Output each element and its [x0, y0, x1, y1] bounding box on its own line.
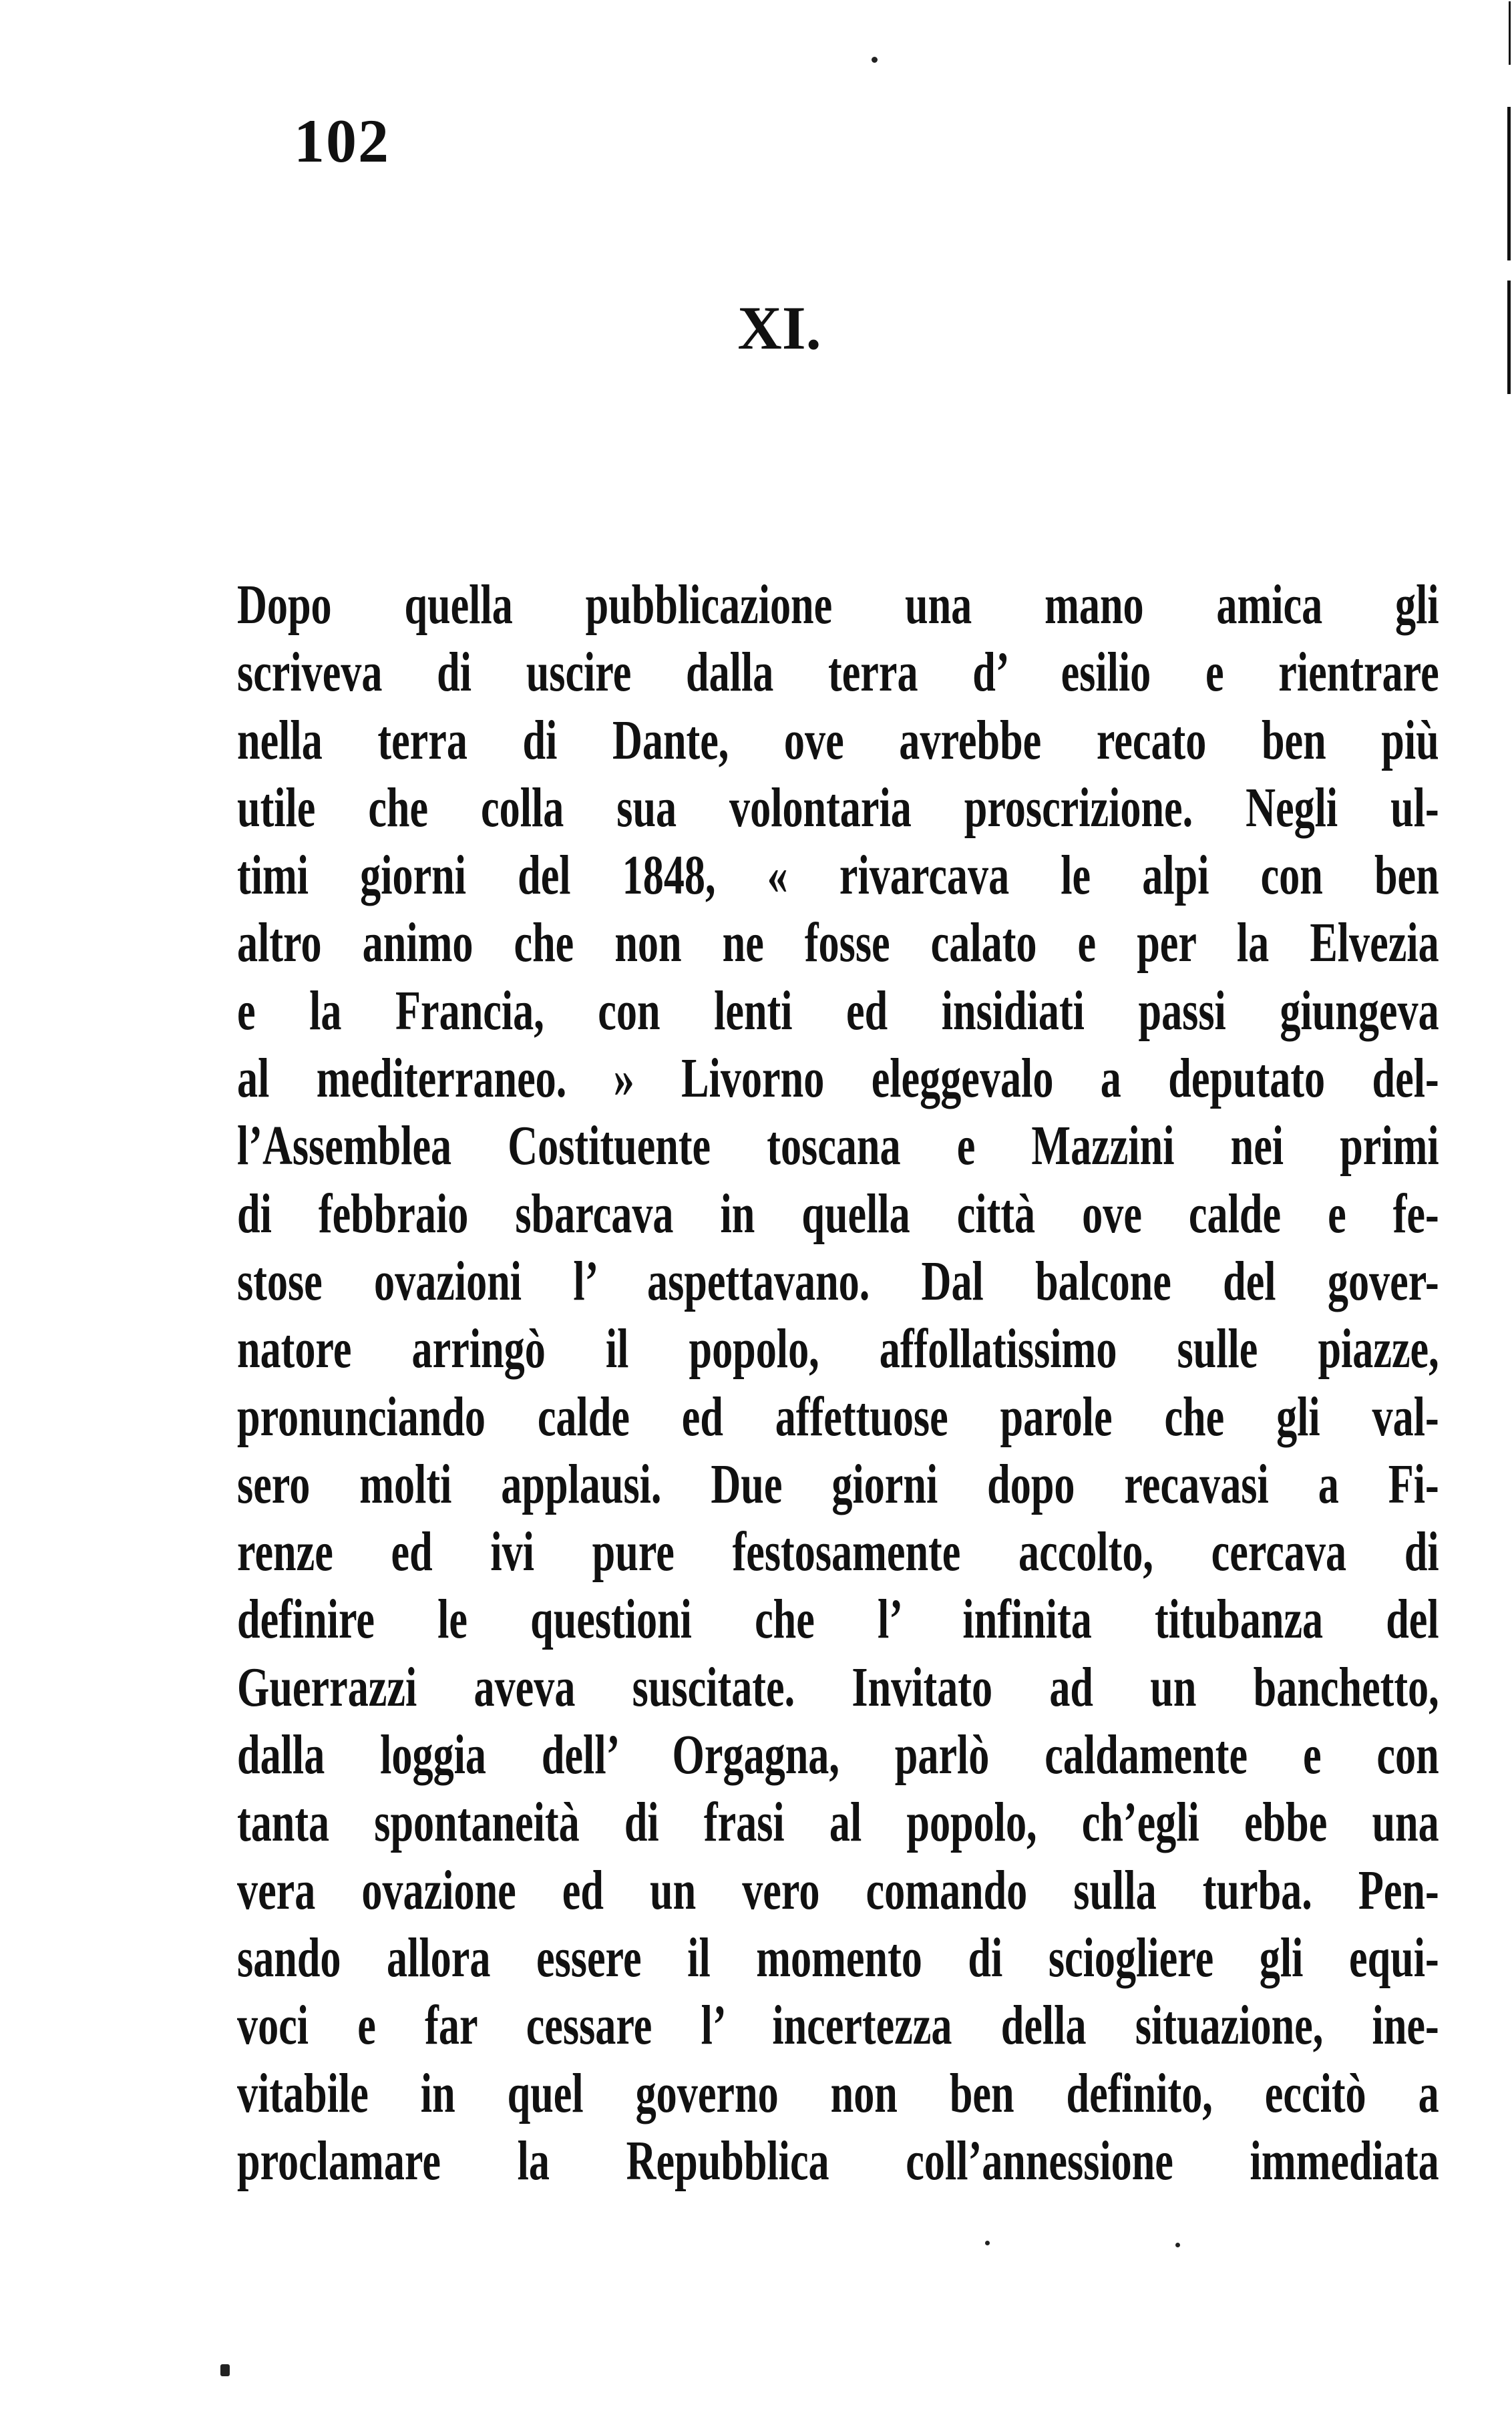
chapter-heading: XI.	[737, 294, 821, 362]
text-line: tanta spontaneità di frasi al popolo, ch’egli ebbe una	[237, 1791, 1439, 1854]
scan-edge-mark	[1507, 107, 1511, 260]
text-line: sando allora essere il momento di sciogliere gli equi-	[237, 1926, 1439, 1989]
text-line: nella terra di Dante, ove avrebbe recato ben più	[237, 709, 1439, 771]
scan-edge-mark	[1509, 1, 1511, 65]
text-line: scriveva di uscire dalla terra d’ esilio e rientrare	[237, 641, 1439, 704]
scan-edge-mark	[1507, 281, 1511, 394]
body-text	[237, 571, 1439, 2195]
text-line: dalla loggia dell’ Orgagna, parlò caldamente e con	[237, 1724, 1439, 1787]
scan-speck	[872, 57, 878, 63]
text-line: utile che colla sua volontaria proscrizione. Negli ul-	[237, 776, 1439, 839]
text-line: natore arringò il popolo, affollatissimo sulle piazze,	[237, 1318, 1439, 1380]
text-line: di febbraio sbarcava in quella città ove calde e fe-	[237, 1182, 1439, 1245]
text-line: l’Assemblea Costituente toscana e Mazzini nei primi	[237, 1115, 1439, 1177]
text-line: renze ed ivi pure festosamente accolto, cercava di	[237, 1521, 1439, 1584]
page-number: 102	[294, 107, 390, 175]
text-line: vitabile in quel governo non ben definito, eccitò a	[237, 2062, 1439, 2124]
text-line: proclamare la Repubblica coll’annessione immediata	[237, 2129, 1439, 2192]
text-line: stose ovazioni l’ aspettavano. Dal balcone del gover-	[237, 1250, 1439, 1312]
text-line: al mediterraneo. » Livorno eleggevalo a deputato del-	[237, 1047, 1439, 1110]
text-line: Dopo quella pubblicazione una mano amica gli	[237, 574, 1439, 636]
text-line: e la Francia, con lenti ed insidiati passi giungeva	[237, 979, 1439, 1042]
text-line: Guerrazzi aveva suscitate. Invitato ad un banchetto,	[237, 1656, 1439, 1718]
text-line: definire le questioni che l’ infinita titubanza del	[237, 1588, 1439, 1651]
scan-speck	[985, 2241, 990, 2245]
scan-speck	[220, 2364, 230, 2376]
text-line: sero molti applausi. Due giorni dopo recavasi a Fi-	[237, 1453, 1439, 1515]
scan-speck	[1175, 2243, 1180, 2247]
text-line: pronunciando calde ed affettuose parole che gli val-	[237, 1385, 1439, 1448]
text-line: timi giorni del 1848, « rivarcava le alpi con ben	[237, 844, 1439, 907]
text-line: altro animo che non ne fosse calato e per la Elvezia	[237, 912, 1439, 974]
text-line: vera ovazione ed un vero comando sulla turba. Pen-	[237, 1859, 1439, 1921]
text-line: voci e far cessare l’ incertezza della situazione, ine-	[237, 1994, 1439, 2057]
